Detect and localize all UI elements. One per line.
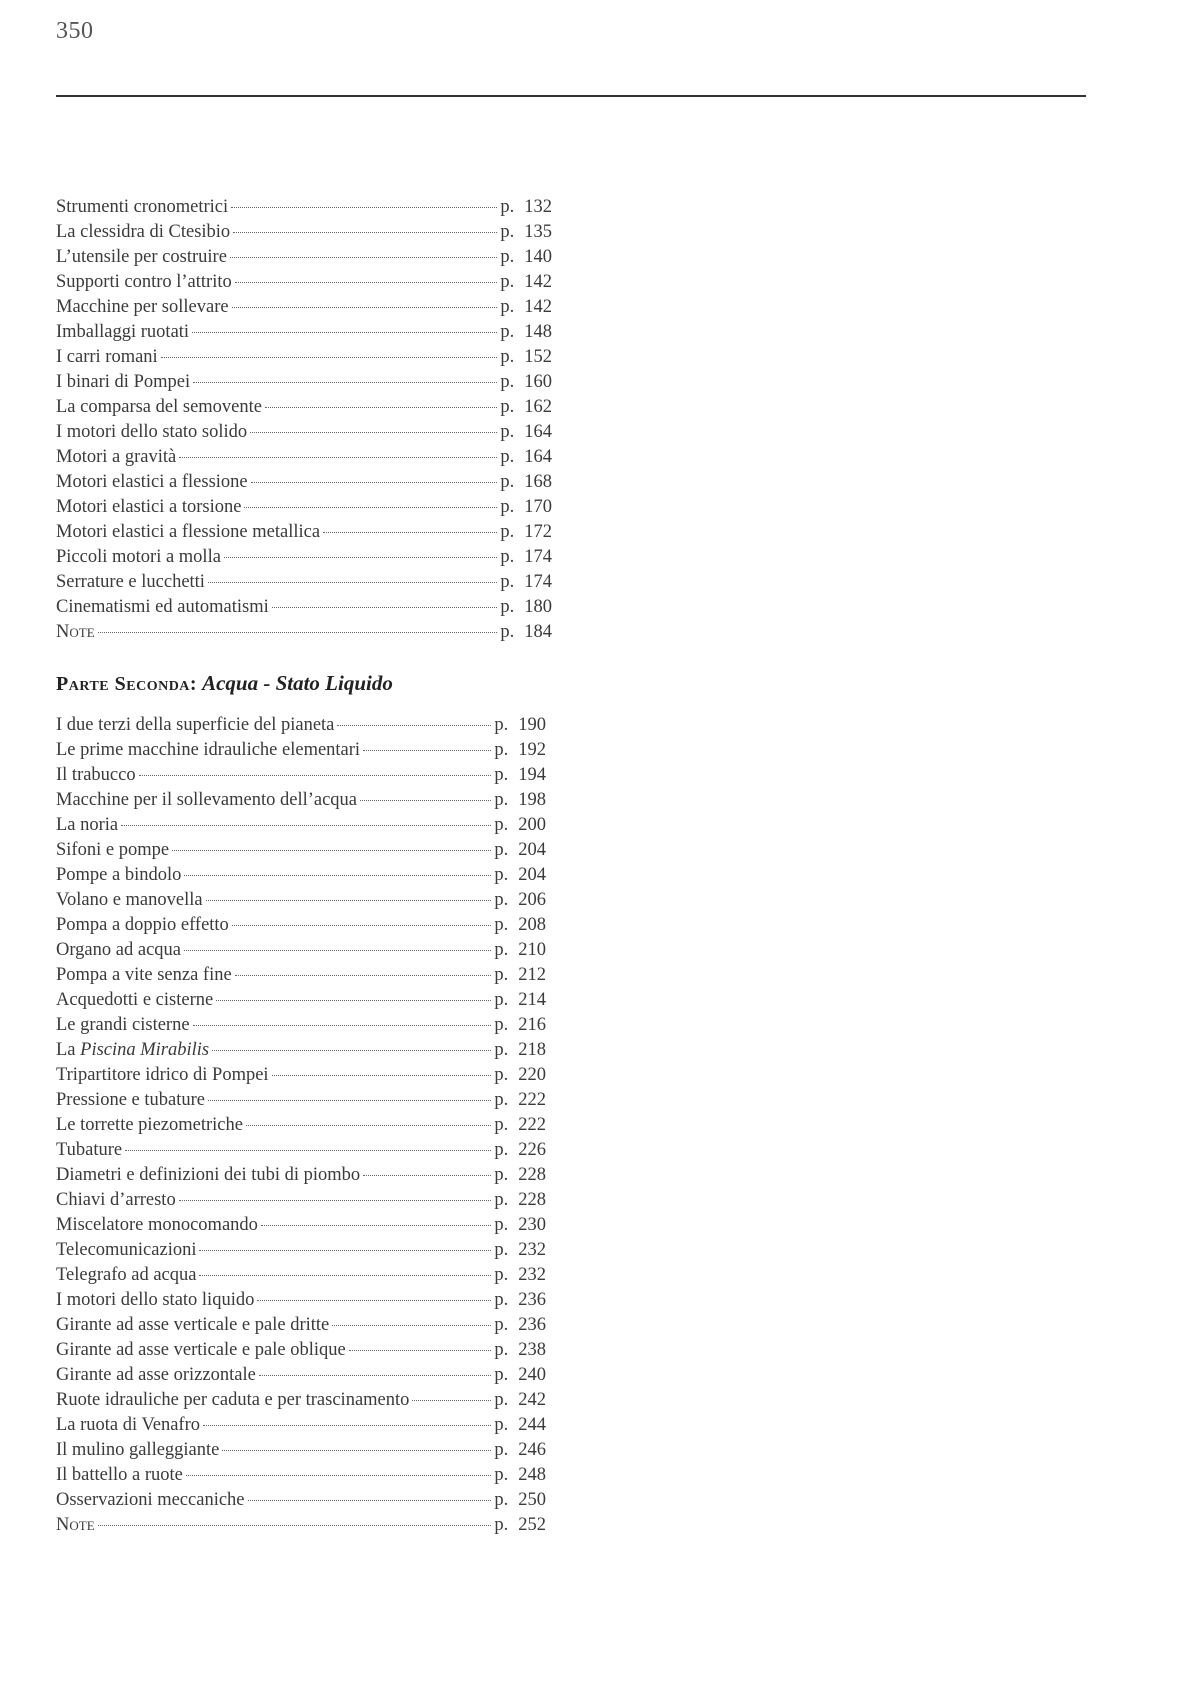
dot-leader (246, 1125, 491, 1126)
dot-leader (235, 975, 492, 976)
toc-entry-page: p. 184 (500, 622, 552, 642)
toc-entry-page: p. 142 (500, 297, 552, 317)
toc-entry-title: Le prime macchine idrauliche elementari (56, 740, 361, 760)
toc-entry-title: Sifoni e pompe (56, 840, 170, 860)
dot-leader (259, 1375, 492, 1376)
toc-entry-page: p. 200 (494, 815, 546, 835)
toc-entry-title: La ruota di Venafro (56, 1415, 201, 1435)
dot-leader (192, 332, 497, 333)
toc-entry-page: p. 152 (500, 347, 552, 367)
dot-leader (412, 1400, 491, 1401)
toc-entry-title: Telegrafo ad acqua (56, 1265, 197, 1285)
dot-leader (232, 307, 498, 308)
toc-entry-page: p. 242 (494, 1390, 546, 1410)
toc-entry-page: p. 220 (494, 1065, 546, 1085)
toc-entry (56, 470, 552, 495)
dot-leader (179, 457, 497, 458)
part-subtitle: Acqua - Stato Liquido (202, 671, 393, 695)
toc-entry-title: Supporti contro l’attrito (56, 272, 232, 292)
toc-entry (56, 1063, 546, 1088)
toc-entry (56, 1138, 546, 1163)
toc-entry-page: p. 214 (494, 990, 546, 1010)
dot-leader (199, 1275, 491, 1276)
dot-leader (208, 582, 497, 583)
toc-entry (56, 320, 552, 345)
toc-entry-page: p. 135 (500, 222, 552, 242)
dot-leader (161, 357, 498, 358)
toc-entry-page: p. 244 (494, 1415, 546, 1435)
toc-entry (56, 713, 546, 738)
toc-entry-page: p. 218 (494, 1040, 546, 1060)
toc-entry-page: p. 232 (494, 1240, 546, 1260)
dot-leader (251, 482, 498, 483)
toc-entry-page: p. 132 (500, 197, 552, 217)
toc-entry-title: Motori elastici a flessione metallica (56, 522, 321, 542)
toc-entry-title: Motori elastici a torsione (56, 497, 242, 517)
toc-entry (56, 738, 546, 763)
toc-entry-page: p. 168 (500, 472, 552, 492)
toc-entry (56, 370, 552, 395)
dot-leader (232, 925, 492, 926)
toc-entry (56, 1013, 546, 1038)
toc-entry (56, 220, 552, 245)
toc-entry-title: La comparsa del semovente (56, 397, 262, 417)
toc-entry (56, 1413, 546, 1438)
toc-entry (56, 395, 552, 420)
toc-entry-page: p. 162 (500, 397, 552, 417)
dot-leader (230, 257, 497, 258)
toc-entry-title: Note (56, 1515, 95, 1535)
toc-entry-title: Note (56, 622, 95, 642)
toc-entry-page: p. 228 (494, 1165, 546, 1185)
toc-entry-page: p. 250 (494, 1490, 546, 1510)
toc-entry (56, 788, 546, 813)
toc-entry-title: Organo ad acqua (56, 940, 181, 960)
toc-entry-page: p. 222 (494, 1090, 546, 1110)
dot-leader (272, 607, 498, 608)
toc-entry-title: Miscelatore monocomando (56, 1215, 258, 1235)
toc-entry-title: Cinematismi ed automatismi (56, 597, 269, 617)
dot-leader (222, 1450, 491, 1451)
toc-entry-title: Telecomunicazioni (56, 1240, 197, 1260)
toc-entry (56, 1388, 546, 1413)
dot-leader (216, 1000, 491, 1001)
toc-entry-page: p. 248 (494, 1465, 546, 1485)
toc-entry (56, 838, 546, 863)
dot-leader (250, 432, 497, 433)
toc-entry-title: La Piscina Mirabilis (56, 1040, 210, 1060)
toc-entry (56, 763, 546, 788)
toc-entry-title: Girante ad asse verticale e pale dritte (56, 1315, 330, 1335)
toc-entry-page: p. 164 (500, 447, 552, 467)
dot-leader (125, 1150, 491, 1151)
toc-entry (56, 1463, 546, 1488)
toc-entry-title: La noria (56, 815, 119, 835)
toc-entry-title: Pompa a doppio effetto (56, 915, 229, 935)
toc-entry (56, 445, 552, 470)
toc-entry-title: Tubature (56, 1140, 123, 1160)
toc-entry-page: p. 174 (500, 572, 552, 592)
toc-entry-page: p. 198 (494, 790, 546, 810)
toc-entry-title: Pompe a bindolo (56, 865, 182, 885)
toc-entry (56, 420, 552, 445)
toc-entry-page: p. 230 (494, 1215, 546, 1235)
section-two-heading (56, 671, 393, 696)
toc-entry-title: L’utensile per costruire (56, 247, 227, 267)
toc-entry-page: p. 236 (494, 1315, 546, 1335)
toc-entry-title: Tripartitore idrico di Pompei (56, 1065, 269, 1085)
toc-entry-title: Osservazioni meccaniche (56, 1490, 245, 1510)
toc-entry-title: Imballaggi ruotati (56, 322, 190, 342)
toc-entry-title: I motori dello stato liquido (56, 1290, 255, 1310)
toc-entry-page: p. 192 (494, 740, 546, 760)
dot-leader (98, 632, 498, 633)
toc-entry (56, 520, 552, 545)
header-rule (56, 95, 1086, 97)
toc-entry-title: Macchine per il sollevamento dell’acqua (56, 790, 358, 810)
dot-leader (199, 1250, 491, 1251)
toc-entry-page: p. 180 (500, 597, 552, 617)
dot-leader (231, 207, 497, 208)
toc-entry-title: Pompa a vite senza fine (56, 965, 232, 985)
toc-entry (56, 913, 546, 938)
toc-entry-page: p. 172 (500, 522, 552, 542)
toc-entry (56, 1513, 546, 1538)
toc-entry-page: p. 246 (494, 1440, 546, 1460)
toc-entry-page: p. 204 (494, 865, 546, 885)
dot-leader (203, 1425, 491, 1426)
toc-entry-title: Strumenti cronometrici (56, 197, 229, 217)
page-number: 350 (56, 18, 94, 44)
toc-entry (56, 813, 546, 838)
toc-entry (56, 1088, 546, 1113)
toc-entry (56, 1338, 546, 1363)
dot-leader (323, 532, 497, 533)
toc-entry (56, 620, 552, 645)
dot-leader (98, 1525, 492, 1526)
toc-entry (56, 1263, 546, 1288)
toc-entry-title: Le grandi cisterne (56, 1015, 190, 1035)
dot-leader (360, 800, 491, 801)
dot-leader (206, 900, 492, 901)
toc-entry (56, 1038, 546, 1063)
toc-entry (56, 545, 552, 570)
toc-entry (56, 345, 552, 370)
dot-leader (233, 232, 497, 233)
toc-entry-title: Il battello a ruote (56, 1465, 183, 1485)
toc-entry (56, 1438, 546, 1463)
toc-entry-title: Girante ad asse orizzontale (56, 1365, 256, 1385)
toc-entry-title: Serrature e lucchetti (56, 572, 205, 592)
toc-entry-title: Chiavi d’arresto (56, 1190, 176, 1210)
toc-entry (56, 295, 552, 320)
dot-leader (349, 1350, 492, 1351)
dot-leader (261, 1225, 491, 1226)
dot-leader (265, 407, 497, 408)
dot-leader (235, 282, 498, 283)
toc-entry-title: La clessidra di Ctesibio (56, 222, 231, 242)
toc-entry-title: I binari di Pompei (56, 372, 191, 392)
toc-entry-page: p. 174 (500, 547, 552, 567)
toc-entry (56, 1363, 546, 1388)
toc-entry (56, 863, 546, 888)
toc-entry (56, 888, 546, 913)
dot-leader (121, 825, 491, 826)
toc-section-one (56, 195, 552, 645)
toc-entry-page: p. 148 (500, 322, 552, 342)
toc-entry-page: p. 190 (494, 715, 546, 735)
toc-entry-title: I motori dello stato solido (56, 422, 248, 442)
toc-entry (56, 988, 546, 1013)
toc-entry (56, 1188, 546, 1213)
toc-entry-page: p. 204 (494, 840, 546, 860)
toc-entry (56, 245, 552, 270)
toc-entry-title: Acquedotti e cisterne (56, 990, 214, 1010)
toc-entry-page: p. 238 (494, 1340, 546, 1360)
dot-leader (193, 1025, 492, 1026)
dot-leader (244, 507, 497, 508)
toc-entry-page: p. 228 (494, 1190, 546, 1210)
toc-entry-title: Volano e manovella (56, 890, 203, 910)
toc-entry (56, 495, 552, 520)
dot-leader (186, 1475, 491, 1476)
toc-entry (56, 1288, 546, 1313)
toc-entry-page: p. 206 (494, 890, 546, 910)
toc-entry (56, 195, 552, 220)
toc-entry (56, 963, 546, 988)
dot-leader (184, 950, 491, 951)
toc-entry-page: p. 212 (494, 965, 546, 985)
toc-entry-page: p. 216 (494, 1015, 546, 1035)
toc-entry-page: p. 236 (494, 1290, 546, 1310)
dot-leader (257, 1300, 491, 1301)
toc-entry-page: p. 208 (494, 915, 546, 935)
dot-leader (332, 1325, 491, 1326)
toc-entry (56, 270, 552, 295)
dot-leader (184, 875, 491, 876)
dot-leader (363, 750, 491, 751)
toc-entry-title: Girante ad asse verticale e pale oblique (56, 1340, 346, 1360)
toc-entry-page: p. 240 (494, 1365, 546, 1385)
dot-leader (337, 725, 491, 726)
toc-entry-page: p. 232 (494, 1265, 546, 1285)
dot-leader (208, 1100, 491, 1101)
toc-entry-page: p. 194 (494, 765, 546, 785)
toc-entry-title: Le torrette piezometriche (56, 1115, 243, 1135)
toc-entry (56, 1113, 546, 1138)
toc-entry-title: Motori elastici a flessione (56, 472, 248, 492)
toc-entry (56, 595, 552, 620)
dot-leader (179, 1200, 492, 1201)
toc-entry-title: I carri romani (56, 347, 158, 367)
toc-entry (56, 1238, 546, 1263)
toc-entry-page: p. 222 (494, 1115, 546, 1135)
toc-entry (56, 938, 546, 963)
toc-entry (56, 1313, 546, 1338)
dot-leader (139, 775, 492, 776)
toc-entry-page: p. 142 (500, 272, 552, 292)
toc-entry-page: p. 164 (500, 422, 552, 442)
part-label: Parte Seconda: (56, 673, 198, 695)
toc-entry-page: p. 252 (494, 1515, 546, 1535)
toc-entry-page: p. 226 (494, 1140, 546, 1160)
toc-entry-title: Ruote idrauliche per caduta e per trascinamento (56, 1390, 410, 1410)
toc-entry-title: Pressione e tubature (56, 1090, 205, 1110)
toc-entry-title: Macchine per sollevare (56, 297, 229, 317)
toc-entry-page: p. 160 (500, 372, 552, 392)
toc-entry (56, 1163, 546, 1188)
toc-entry-page: p. 210 (494, 940, 546, 960)
toc-entry-title: Piccoli motori a molla (56, 547, 221, 567)
toc-entry-title: Motori a gravità (56, 447, 177, 467)
dot-leader (224, 557, 497, 558)
toc-entry-title: Diametri e definizioni dei tubi di piombo (56, 1165, 361, 1185)
dot-leader (172, 850, 491, 851)
dot-leader (248, 1500, 492, 1501)
toc-entry-title: I due terzi della superficie del pianeta (56, 715, 335, 735)
toc-entry-title: Il mulino galleggiante (56, 1440, 220, 1460)
dot-leader (272, 1075, 492, 1076)
toc-entry-page: p. 140 (500, 247, 552, 267)
dot-leader (363, 1175, 491, 1176)
dot-leader (212, 1050, 491, 1051)
dot-leader (193, 382, 497, 383)
toc-section-two (56, 713, 546, 1538)
toc-entry (56, 1213, 546, 1238)
toc-entry (56, 1488, 546, 1513)
toc-entry (56, 570, 552, 595)
toc-entry-title: Il trabucco (56, 765, 136, 785)
toc-entry-page: p. 170 (500, 497, 552, 517)
